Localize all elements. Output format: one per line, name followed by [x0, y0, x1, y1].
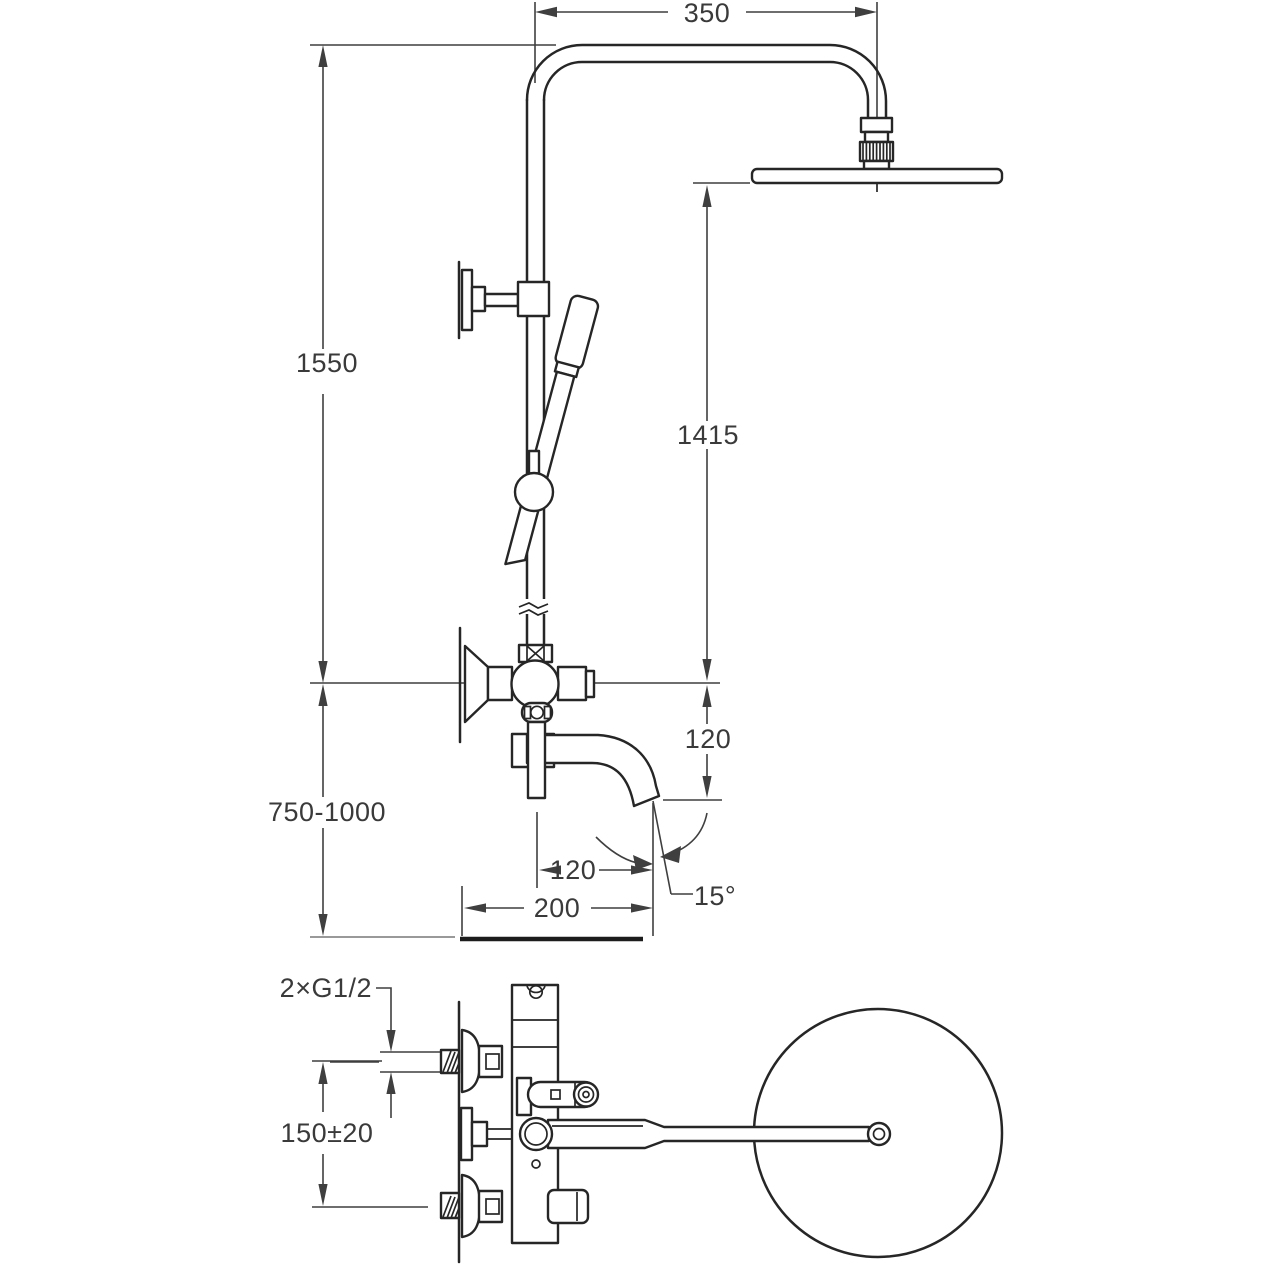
dimension-spout-drop	[663, 685, 731, 800]
wall-escutcheon	[465, 646, 488, 722]
shower-head-connector	[860, 118, 893, 169]
dimension-swivel-angle	[596, 801, 736, 911]
dim-label-120-horizontal: 120	[549, 855, 597, 885]
hose-outlet-plan	[461, 1108, 513, 1160]
mounting-lug-plan	[548, 1190, 588, 1223]
hand-shower	[501, 294, 600, 570]
dim-label-120-vertical: 120	[684, 724, 732, 754]
slide-rail-bracket	[459, 262, 549, 338]
dim-label-port-spacing: 150±20	[280, 1118, 374, 1148]
mixer-valve	[460, 628, 659, 806]
dim-label-thread: 2×G1/2	[279, 973, 372, 1003]
dim-label-15deg: 15°	[693, 881, 737, 911]
ball-joint	[515, 473, 553, 511]
bath-spout	[527, 735, 659, 806]
dimension-total-reach	[462, 886, 653, 936]
dim-label-350: 350	[683, 0, 731, 28]
dimension-mount-height	[268, 684, 386, 936]
dimension-column-height	[296, 45, 556, 683]
spout-and-arm-plan	[520, 1118, 890, 1150]
front-view	[268, 0, 1002, 939]
dimension-spout-reach	[537, 812, 653, 888]
rain-shower-head	[752, 169, 1002, 192]
inlet-port-top	[441, 1030, 502, 1092]
dimension-head-clearance	[677, 183, 750, 681]
dim-label-200: 200	[533, 893, 581, 923]
hand-shower-grip	[554, 294, 599, 370]
inlet-port-bottom	[441, 1175, 502, 1237]
dimension-port-spacing	[281, 1061, 428, 1207]
dimension-thread	[280, 973, 440, 1118]
valve-body	[512, 661, 559, 708]
arm-connection-plan	[868, 1123, 890, 1145]
diverter-lever	[528, 722, 545, 798]
dim-label-750-1000: 750-1000	[267, 797, 387, 827]
pipe-break-symbol	[519, 599, 550, 615]
dim-label-1415: 1415	[676, 420, 740, 450]
dimension-arm-projection	[535, 0, 877, 166]
top-view	[280, 973, 1002, 1262]
dim-label-1550: 1550	[295, 348, 359, 378]
